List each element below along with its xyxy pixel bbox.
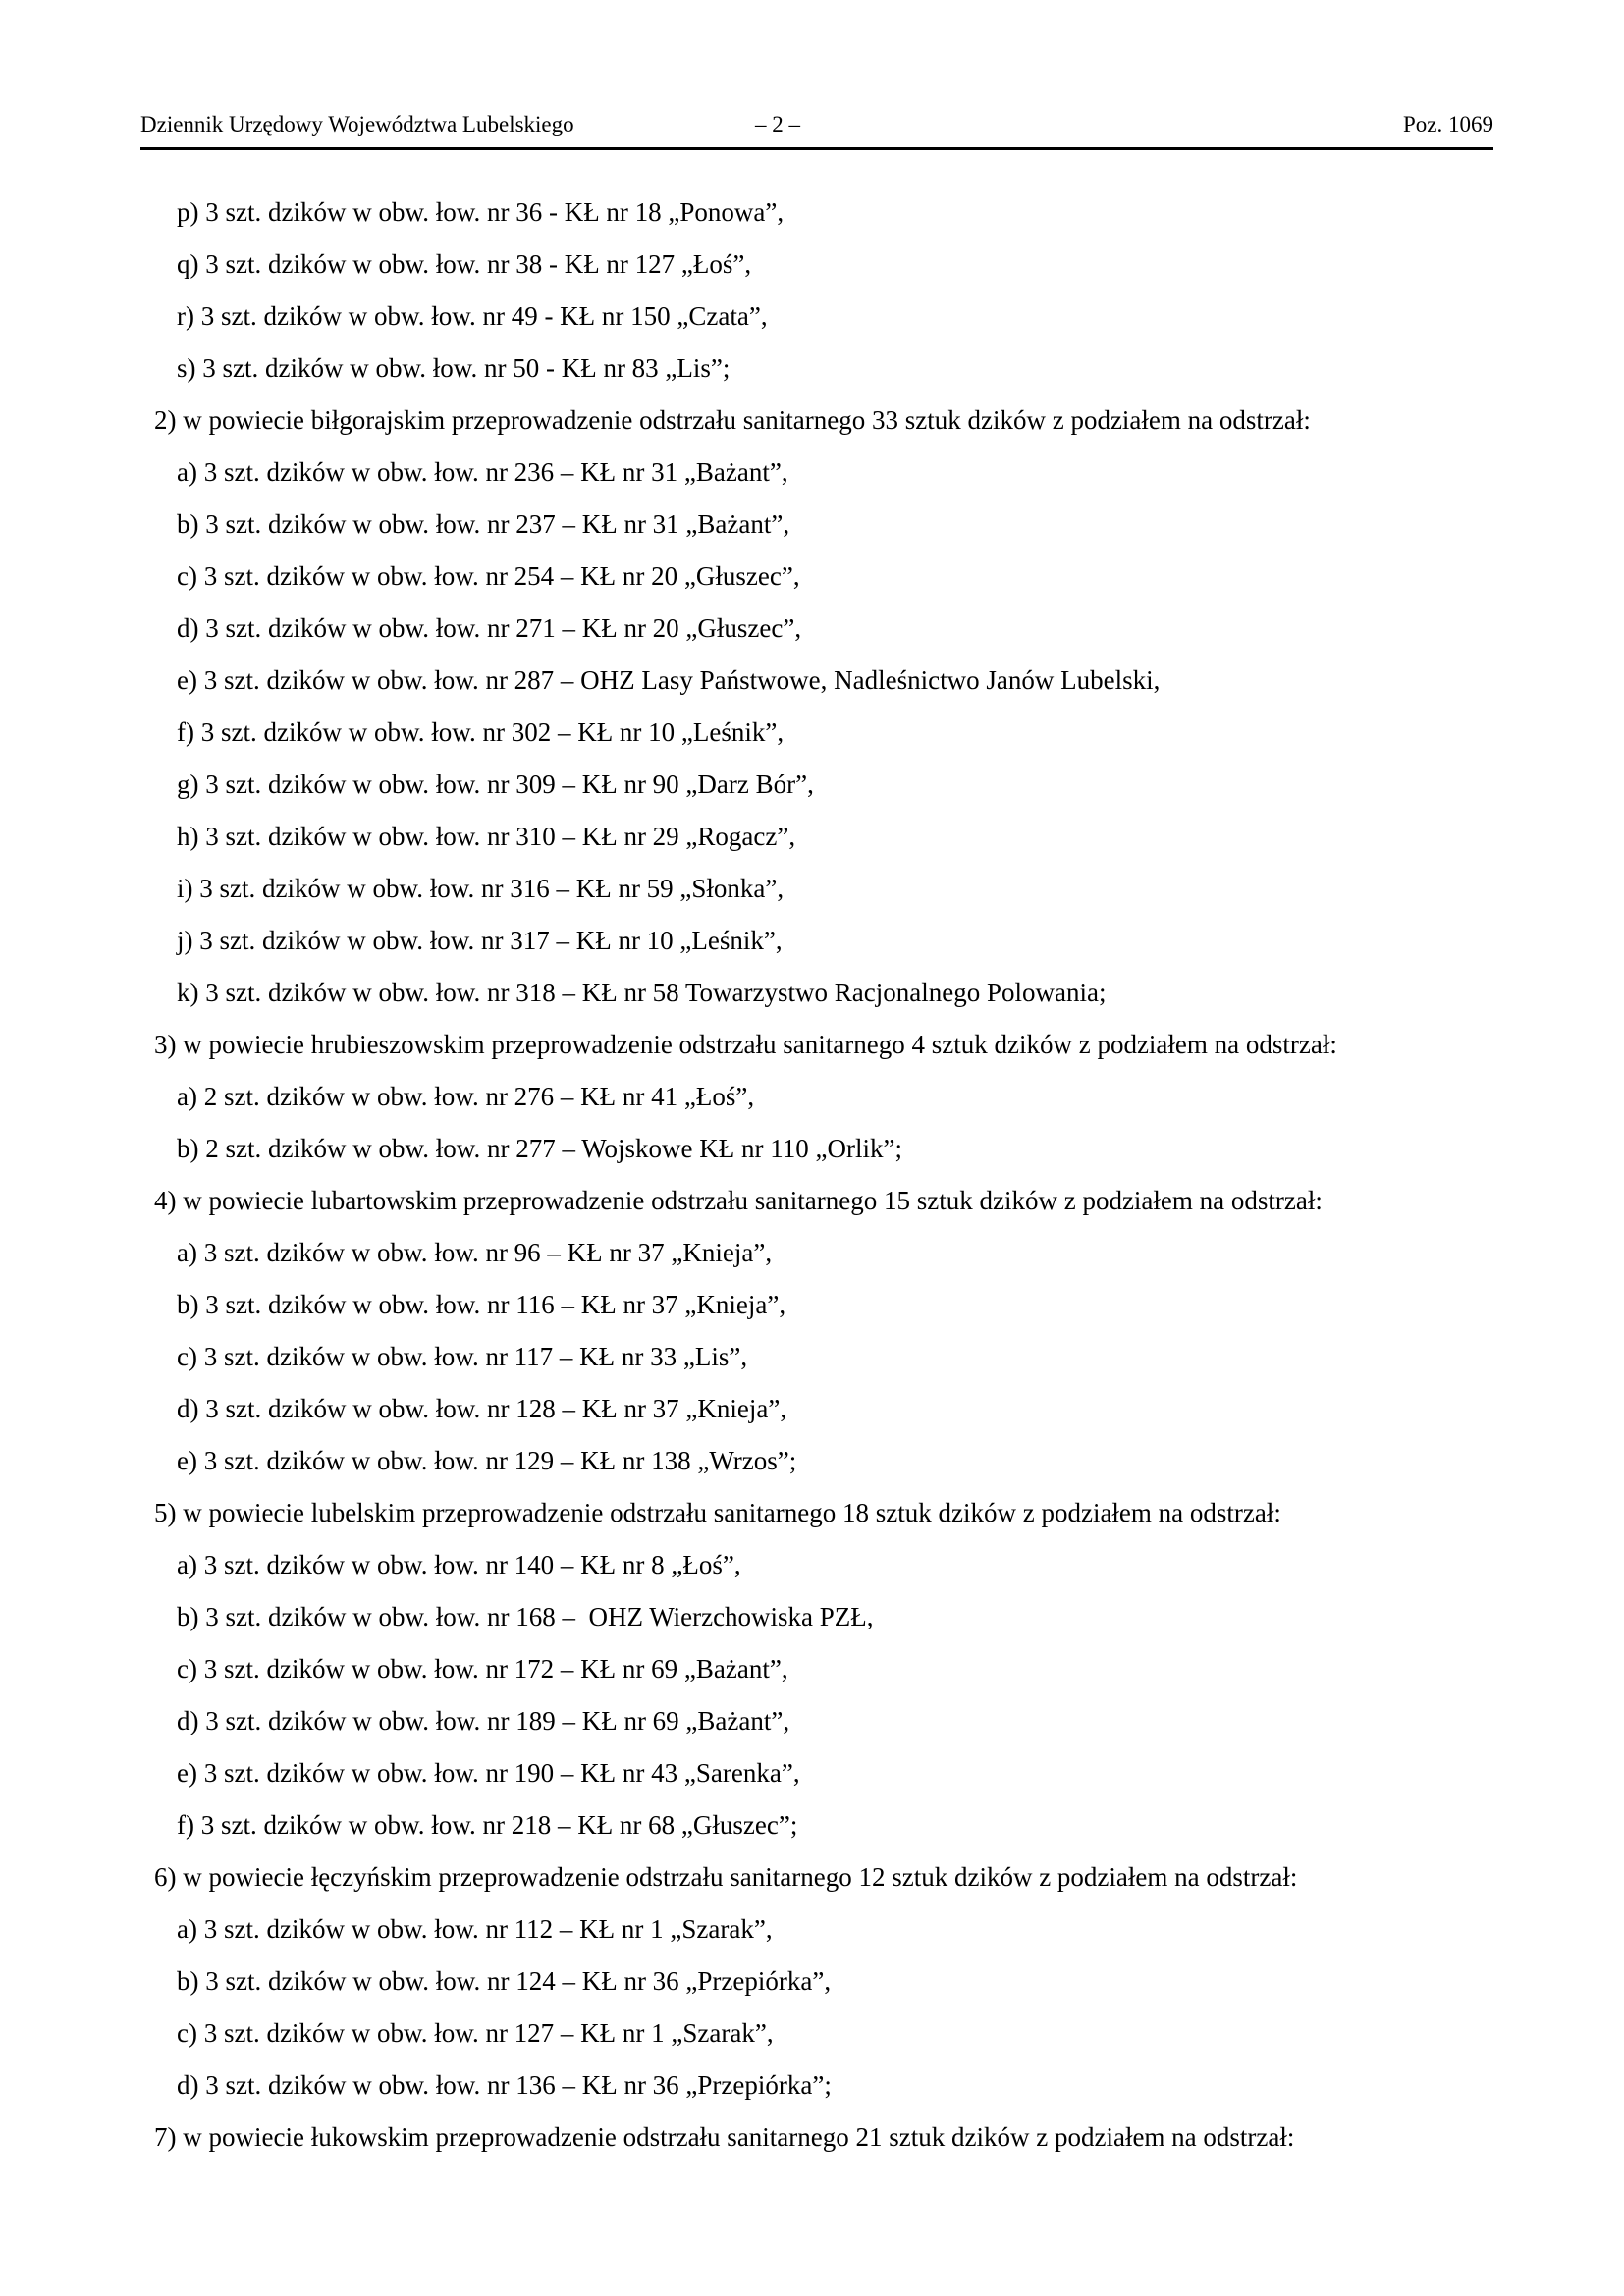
list-item: d) 3 szt. dzików w obw. łow. nr 189 – KŁ nr 69 „Bażant”, xyxy=(177,1706,790,1735)
position-number: Poz. 1069 xyxy=(1403,112,1493,136)
section-heading: 5) w powiecie lubelskim przeprowadzenie odstrzału sanitarnego 18 sztuk dzików z podziałem na odstrzał: xyxy=(154,1498,1281,1527)
list-item: b) 3 szt. dzików w obw. łow. nr 116 – KŁ nr 37 „Knieja”, xyxy=(177,1290,786,1319)
list-item: f) 3 szt. dzików w obw. łow. nr 302 – KŁ nr 10 „Leśnik”, xyxy=(177,718,785,747)
section-heading: 4) w powiecie lubartowskim przeprowadzenie odstrzału sanitarnego 15 sztuk dzików z podziałem na odstrzał: xyxy=(154,1186,1323,1215)
section-heading: 2) w powiecie biłgorajskim przeprowadzenie odstrzału sanitarnego 33 sztuk dzików z podziałem na odstrzał: xyxy=(154,405,1311,435)
section-heading: 6) w powiecie łęczyńskim przeprowadzenie odstrzału sanitarnego 12 sztuk dzików z podziałem na odstrzał: xyxy=(154,1862,1298,1892)
list-item: c) 3 szt. dzików w obw. łow. nr 172 – KŁ nr 69 „Bażant”, xyxy=(177,1654,788,1683)
list-item: b) 2 szt. dzików w obw. łow. nr 277 – Wojskowe KŁ nr 110 „Orlik”; xyxy=(177,1134,902,1163)
list-item: c) 3 szt. dzików w obw. łow. nr 127 – KŁ nr 1 „Szarak”, xyxy=(177,2018,774,2048)
list-item: c) 3 szt. dzików w obw. łow. nr 254 – KŁ nr 20 „Głuszec”, xyxy=(177,561,800,591)
page-header xyxy=(140,110,1493,143)
list-item: d) 3 szt. dzików w obw. łow. nr 128 – KŁ nr 37 „Knieja”, xyxy=(177,1394,787,1423)
list-item: d) 3 szt. dzików w obw. łow. nr 136 – KŁ nr 36 „Przepiórka”; xyxy=(177,2070,832,2100)
list-item: k) 3 szt. dzików w obw. łow. nr 318 – KŁ nr 58 Towarzystwo Racjonalnego Polowania; xyxy=(177,978,1107,1007)
list-item: h) 3 szt. dzików w obw. łow. nr 310 – KŁ nr 29 „Rogacz”, xyxy=(177,822,796,851)
list-item: p) 3 szt. dzików w obw. łow. nr 36 - KŁ nr 18 „Ponowa”, xyxy=(177,197,785,227)
document-body xyxy=(154,194,1493,2171)
list-item: j) 3 szt. dzików w obw. łow. nr 317 – KŁ nr 10 „Leśnik”, xyxy=(177,926,783,955)
list-item: d) 3 szt. dzików w obw. łow. nr 271 – KŁ nr 20 „Głuszec”, xyxy=(177,614,802,643)
list-item: s) 3 szt. dzików w obw. łow. nr 50 - KŁ nr 83 „Lis”; xyxy=(177,353,731,383)
journal-title: Dziennik Urzędowy Województwa Lubelskiego xyxy=(140,112,574,136)
list-item: e) 3 szt. dzików w obw. łow. nr 190 – KŁ nr 43 „Sarenka”, xyxy=(177,1758,800,1788)
list-item: c) 3 szt. dzików w obw. łow. nr 117 – KŁ nr 33 „Lis”, xyxy=(177,1342,748,1371)
list-item: b) 3 szt. dzików w obw. łow. nr 168 – OHZ Wierzchowiska PZŁ, xyxy=(177,1602,874,1631)
list-item: a) 3 szt. dzików w obw. łow. nr 96 – KŁ nr 37 „Knieja”, xyxy=(177,1238,773,1267)
section-heading: 3) w powiecie hrubieszowskim przeprowadzenie odstrzału sanitarnego 4 sztuk dzików z podziałem na odstrzał: xyxy=(154,1030,1337,1059)
list-item: r) 3 szt. dzików w obw. łow. nr 49 - KŁ nr 150 „Czata”, xyxy=(177,301,768,331)
section-heading: 7) w powiecie łukowskim przeprowadzenie odstrzału sanitarnego 21 sztuk dzików z podziałem na odstrzał: xyxy=(154,2122,1295,2152)
header-rule xyxy=(140,147,1493,150)
page-number: – 2 – xyxy=(755,112,800,136)
list-item: a) 3 szt. dzików w obw. łow. nr 112 – KŁ nr 1 „Szarak”, xyxy=(177,1914,773,1944)
list-item: f) 3 szt. dzików w obw. łow. nr 218 – KŁ nr 68 „Głuszec”; xyxy=(177,1810,798,1840)
list-item: b) 3 szt. dzików w obw. łow. nr 124 – KŁ nr 36 „Przepiórka”, xyxy=(177,1966,832,1996)
list-item: a) 3 szt. dzików w obw. łow. nr 236 – KŁ nr 31 „Bażant”, xyxy=(177,457,788,487)
list-item: e) 3 szt. dzików w obw. łow. nr 129 – KŁ nr 138 „Wrzos”; xyxy=(177,1446,797,1475)
list-item: i) 3 szt. dzików w obw. łow. nr 316 – KŁ nr 59 „Słonka”, xyxy=(177,874,785,903)
list-item: a) 3 szt. dzików w obw. łow. nr 140 – KŁ nr 8 „Łoś”, xyxy=(177,1550,741,1579)
list-item: a) 2 szt. dzików w obw. łow. nr 276 – KŁ nr 41 „Łoś”, xyxy=(177,1082,755,1111)
list-item: b) 3 szt. dzików w obw. łow. nr 237 – KŁ nr 31 „Bażant”, xyxy=(177,509,790,539)
list-item: g) 3 szt. dzików w obw. łow. nr 309 – KŁ nr 90 „Darz Bór”, xyxy=(177,770,814,799)
list-item: e) 3 szt. dzików w obw. łow. nr 287 – OHZ Lasy Państwowe, Nadleśnictwo Janów Lubelski, xyxy=(177,666,1161,695)
list-item: q) 3 szt. dzików w obw. łow. nr 38 - KŁ nr 127 „Łoś”, xyxy=(177,249,752,279)
